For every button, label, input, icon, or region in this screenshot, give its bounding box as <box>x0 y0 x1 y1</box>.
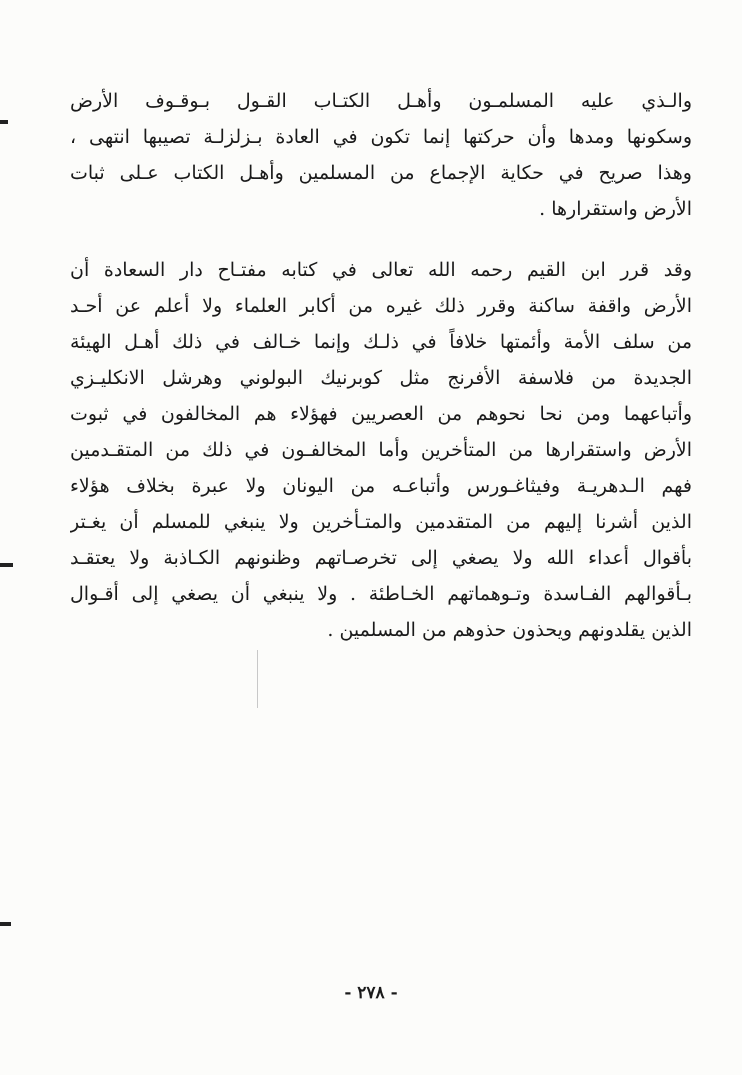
text-line: فهم الـدهريـة وفيثاغـورس وأتباعـه من اليونان ولا عبرة بخلاف هؤلاء <box>70 475 692 497</box>
gutter-line <box>257 650 258 708</box>
margin-mark <box>0 922 11 926</box>
text-line: الأرض واستقرارها . <box>539 198 692 220</box>
text-line: الأرض واقفة ساكنة وقرر ذلك غيره من أكابر العلماء ولا أعلم عن أحـد <box>70 295 692 317</box>
text-line: وهذا صريح في حكاية الإجماع من المسلمين وأهـل الكتاب عـلى ثبات <box>70 162 692 184</box>
text-line: الجديدة من فلاسفة الأفرنج مثل كوبرنيك البولوني وهرشل الانكليـزي <box>70 367 692 389</box>
text-line: وقد قرر ابن القيم رحمه الله تعالى في كتابه مفتـاح دار السعادة أن <box>70 259 692 281</box>
margin-mark <box>0 563 13 567</box>
text-line: الأرض واستقرارها من المتأخرين وأما المخالفـون في ذلك من المتقـدمين <box>70 439 692 461</box>
text-line: الذين يقلدونهم ويحذون حذوهم من المسلمين . <box>327 619 692 641</box>
text-line: من سلف الأمة وأئمتها خلافاً في ذلـك وإنما خـالف في ذلك أهـل الهيئة <box>70 331 692 353</box>
text-line: بـأقوالهم الفـاسدة وتـوهماتهم الخـاطئة . ولا ينبغي أن يصغي إلى أقـوال <box>70 583 692 605</box>
text-line: الذين أشرنا إليهم من المتقدمين والمتـأخرين ولا ينبغي للمسلم أن يغـتر <box>70 511 692 533</box>
page-number: - ٢٧٨ - <box>344 983 398 1003</box>
margin-mark <box>0 120 8 124</box>
text-line: وأتباعهما ومن نحا نحوهم من العصريين فهؤلاء هم المخالفون في ثبوت <box>70 403 692 425</box>
text-line: بأقوال أعداء الله ولا يصغي إلى تخرصـاتهم وظنونهم الكـاذبة ولا يعتقـد <box>70 547 692 569</box>
text-line: وسكونها ومدها وأن حركتها إنما تكون في العادة بـزلزلـة تصيبها انتهى ، <box>70 126 692 148</box>
paragraph-1 <box>70 83 692 227</box>
paragraph-2 <box>70 252 692 648</box>
text-line: والـذي عليه المسلمـون وأهـل الكتـاب القـول بـوقـوف الأرض <box>70 90 692 112</box>
